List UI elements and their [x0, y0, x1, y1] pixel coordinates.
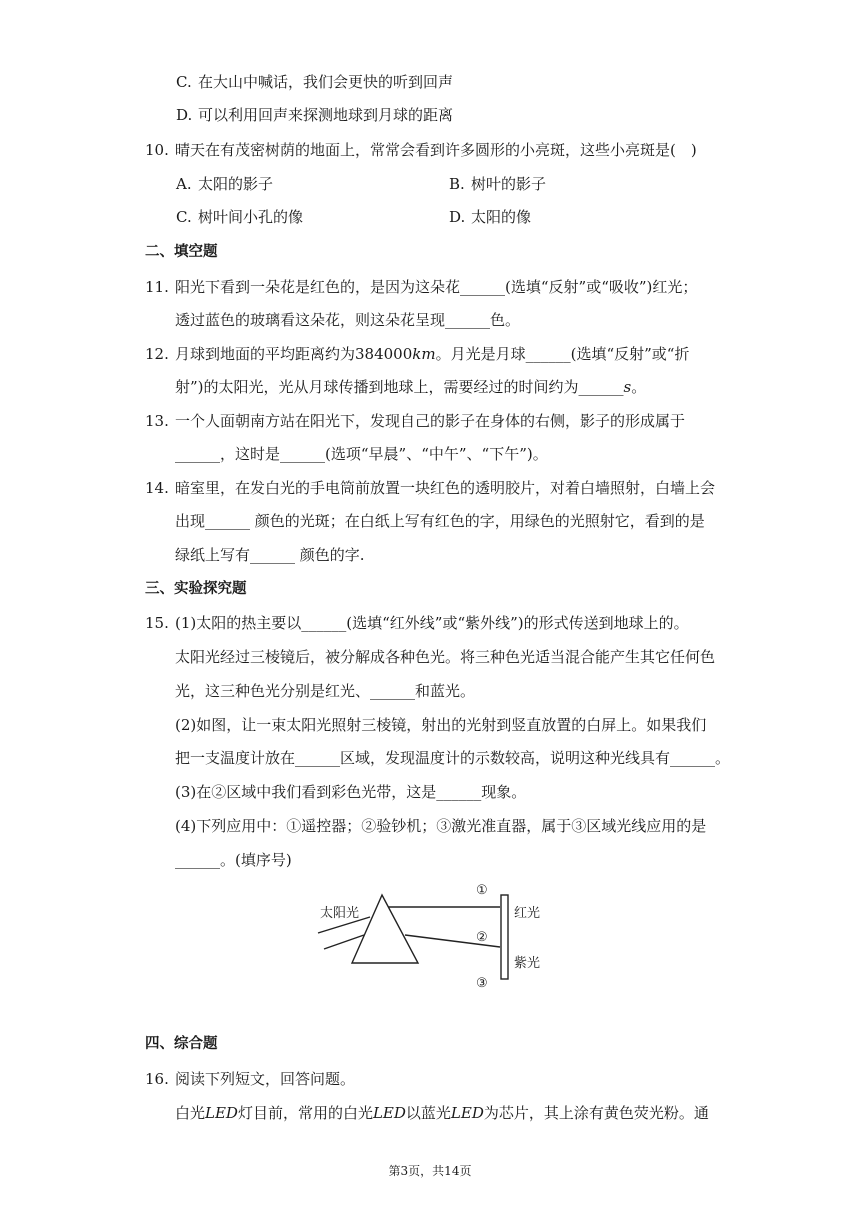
section-experiment-heading: 三、实验探究题: [145, 581, 247, 597]
q10-option-c: C. 树叶间小孔的像: [176, 208, 304, 226]
region-3-label: ③: [476, 976, 488, 991]
sunlight-label: 太阳光: [320, 906, 360, 921]
violet-light-label: 紫光: [514, 956, 541, 971]
q16-line1: 16. 阅读下列短文，回答问题。: [145, 1070, 356, 1088]
q12-line2: 射”)的太阳光，光从月球传播到地球上，需要经过的时间约为______s。: [175, 378, 647, 396]
incoming-ray-lower: [324, 935, 364, 949]
q9-option-c: C. 在大山中喊话，我们会更快的听到回声: [176, 73, 454, 91]
prism-diagram: [310, 875, 560, 995]
q10-option-a: A. 太阳的影子: [176, 175, 274, 193]
q13-line2: ______，这时是______(选项“早晨”、“中午”、“下午”)。: [175, 445, 548, 463]
q10-stem: 10. 晴天在有茂密树荫的地面上，常常会看到许多圆形的小亮斑，这些小亮斑是( ): [145, 141, 697, 159]
section-comprehensive-heading: 四、综合题: [145, 1036, 218, 1052]
q15-line5: 把一支温度计放在______区域，发现温度计的示数较高，说明这种光线具有______。: [175, 749, 731, 767]
q9-option-d: D. 可以利用回声来探测地球到月球的距离: [176, 106, 454, 124]
q15-line1: 15. (1)太阳的热主要以______(选填“红外线”或“紫外线”)的形式传送到地球上的。: [145, 614, 689, 632]
q15-line3: 光，这三种色光分别是红光、______和蓝光。: [175, 682, 476, 700]
region-2-label: ②: [476, 930, 488, 945]
section-fill-heading: 二、填空题: [145, 244, 218, 260]
q13-line1: 13. 一个人面朝南方站在阳光下，发现自己的影子在身体的右侧，影子的形成属于: [145, 412, 686, 430]
q15-line4: (2)如图，让一束太阳光照射三棱镜，射出的光射到竖直放置的白屏上。如果我们: [175, 716, 707, 734]
prism: [352, 895, 418, 963]
region-1-label: ①: [476, 883, 488, 898]
q15-line7: (4)下列应用中：①遥控器；②验钞机；③激光准直器，属于③区域光线应用的是: [175, 817, 707, 835]
q15-line6: (3)在②区域中我们看到彩色光带，这是______现象。: [175, 783, 527, 801]
q14-line2: 出现______ 颜色的光斑；在白纸上写有红色的字，用绿色的光照射它，看到的是: [175, 512, 705, 530]
q16-line2: 白光LED灯目前，常用的白光LED以蓝光LED为芯片，其上涂有黄色荧光粉。通: [175, 1104, 709, 1122]
q14-line1: 14. 暗室里，在发白光的手电筒前放置一块红色的透明胶片，对着白墙照射，白墙上会: [145, 479, 716, 497]
page-footer: 第3页，共14页: [388, 1164, 472, 1178]
white-screen: [501, 895, 508, 979]
q15-line2: 太阳光经过三棱镜后，被分解成各种色光。将三种色光适当混合能产生其它任何色: [175, 648, 716, 666]
q12-line1: 12. 月球到地面的平均距离约为384000km。月光是月球______(选填“反射”或“折: [145, 345, 690, 363]
q10-option-d: D. 太阳的像: [449, 208, 532, 226]
red-light-label: 红光: [514, 906, 541, 921]
q14-line3: 绿纸上写有______ 颜色的字.: [175, 546, 365, 564]
q10-option-b: B. 树叶的影子: [449, 175, 547, 193]
q11-line2: 透过蓝色的玻璃看这朵花，则这朵花呈现______色。: [175, 311, 521, 329]
q11-line1: 11. 阳光下看到一朵花是红色的，是因为这朵花______(选填“反射”或“吸收”)红光；: [145, 278, 698, 296]
q15-line8: ______。(填序号): [175, 851, 292, 869]
